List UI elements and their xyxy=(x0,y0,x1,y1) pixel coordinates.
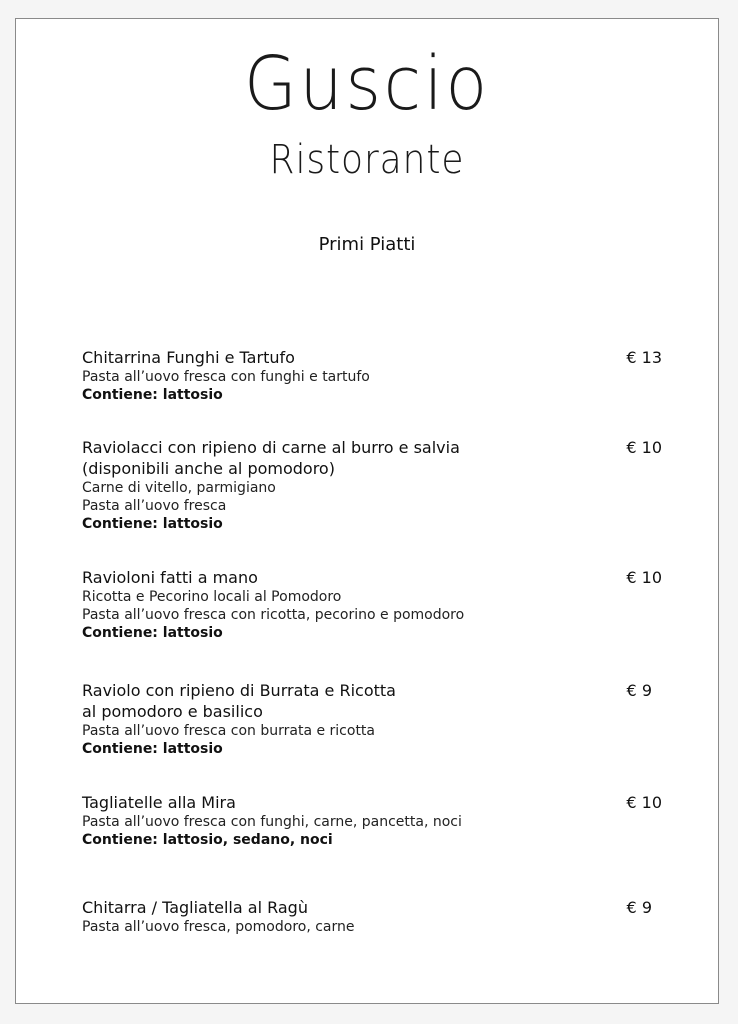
dish-description: Ricotta e Pecorino locali al Pomodoro xyxy=(82,589,342,605)
dish-price: € 9 xyxy=(626,681,652,700)
restaurant-name: Guscio xyxy=(244,41,490,127)
menu-item xyxy=(82,437,662,534)
dish-price: € 10 xyxy=(626,793,662,812)
dish-price: € 10 xyxy=(626,438,662,457)
dish-name: Raviolacci con ripieno di carne al burro e salvia xyxy=(82,438,460,457)
dish-name: Chitarrina Funghi e Tartufo xyxy=(82,348,295,367)
dish-name-line2: al pomodoro e basilico xyxy=(82,702,263,721)
dish-description: Carne di vitello, parmigiano xyxy=(82,480,276,496)
dish-price: € 10 xyxy=(626,568,662,587)
dish-description: Pasta all’uovo fresca con funghi, carne, pancetta, noci xyxy=(82,814,462,830)
dish-allergens: Contiene: lattosio xyxy=(82,625,223,641)
dish-price: € 13 xyxy=(626,348,662,367)
menu-page xyxy=(15,18,719,1004)
dish-description: Pasta all’uovo fresca, pomodoro, carne xyxy=(82,919,355,935)
menu-item xyxy=(82,567,662,643)
menu-item xyxy=(82,792,662,850)
dish-description-line2: Pasta all’uovo fresca con ricotta, pecorino e pomodoro xyxy=(82,607,465,623)
dish-name: Chitarra / Tagliatella al Ragù xyxy=(82,898,308,917)
dish-description: Pasta all’uovo fresca con funghi e tartufo xyxy=(82,369,370,385)
dish-name: Tagliatelle alla Mira xyxy=(82,793,236,812)
section-title: Primi Piatti xyxy=(318,234,416,255)
menu-item xyxy=(82,680,662,759)
restaurant-subtitle: Ristorante xyxy=(269,137,465,183)
menu-item xyxy=(82,897,662,936)
menu-item xyxy=(82,347,662,405)
dish-allergens: Contiene: lattosio xyxy=(82,741,223,757)
dish-name-line2: (disponibili anche al pomodoro) xyxy=(82,459,335,478)
dish-name: Ravioloni fatti a mano xyxy=(82,568,258,587)
dish-allergens: Contiene: lattosio xyxy=(82,516,223,532)
dish-allergens: Contiene: lattosio xyxy=(82,387,223,403)
dish-price: € 9 xyxy=(626,898,652,917)
dish-name: Raviolo con ripieno di Burrata e Ricotta xyxy=(82,681,396,700)
dish-description-line2: Pasta all’uovo fresca xyxy=(82,498,227,514)
dish-allergens: Contiene: lattosio, sedano, noci xyxy=(82,832,333,848)
dish-description: Pasta all’uovo fresca con burrata e ricotta xyxy=(82,723,376,739)
